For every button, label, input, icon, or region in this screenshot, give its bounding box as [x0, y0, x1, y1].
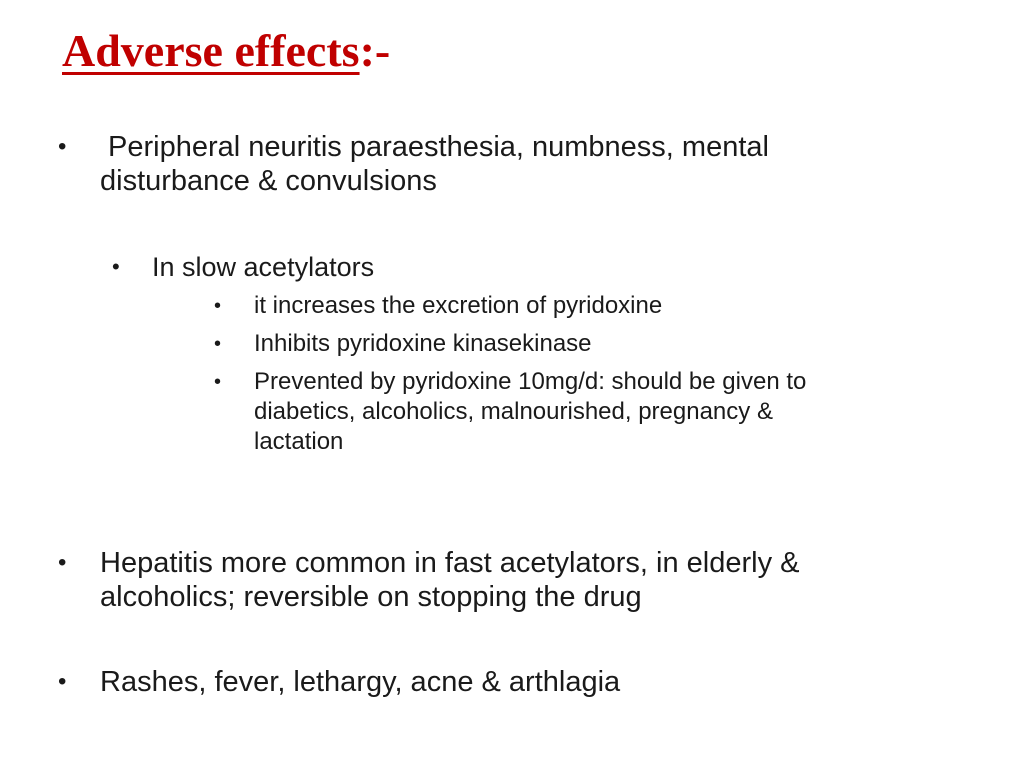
bullet-text-line: diabetics, alcoholics, malnourished, pregnancy & [254, 398, 773, 425]
bullet-hepatitis [58, 546, 958, 614]
bullet-dot: • [214, 333, 222, 355]
bullet-text-line: alcoholics; reversible on stopping the drug [100, 581, 642, 613]
bullet-text: In slow acetylators [152, 252, 375, 282]
bullet-text-line: Hepatitis more common in fast acetylators, in elderly & [100, 547, 800, 579]
bullet-text: Inhibits pyridoxine kinasekinase [254, 330, 592, 357]
slide-title-main: Adverse effects [62, 25, 360, 76]
bullet-dot: • [214, 295, 222, 317]
bullet-dot: • [112, 254, 120, 279]
bullet-text-line: disturbance & convulsions [100, 165, 437, 197]
bullet-dot: • [58, 668, 67, 695]
bullet-dot: • [58, 133, 67, 160]
bullet-slow-acetylators [112, 251, 912, 283]
bullet-dot: • [58, 549, 67, 576]
slide-title-suffix: :- [359, 25, 391, 76]
bullet-text: it increases the excretion of pyridoxine [254, 292, 663, 319]
bullet-inhibits-kinase [214, 329, 934, 359]
bullet-text-line: Prevented by pyridoxine 10mg/d: should be given to [254, 368, 807, 395]
bullet-text-line: Peripheral neuritis paraesthesia, numbness, mental [100, 131, 769, 163]
bullet-peripheral-neuritis [58, 130, 958, 198]
bullet-dot: • [214, 371, 222, 393]
bullet-rashes [58, 665, 958, 699]
slide-title [62, 22, 390, 80]
bullet-text: Rashes, fever, lethargy, acne & arthlagia [100, 666, 621, 698]
bullet-excretion-pyridoxine [214, 291, 934, 321]
bullet-text-line: lactation [254, 428, 344, 455]
bullet-prevented-by-pyridoxine [214, 367, 934, 457]
